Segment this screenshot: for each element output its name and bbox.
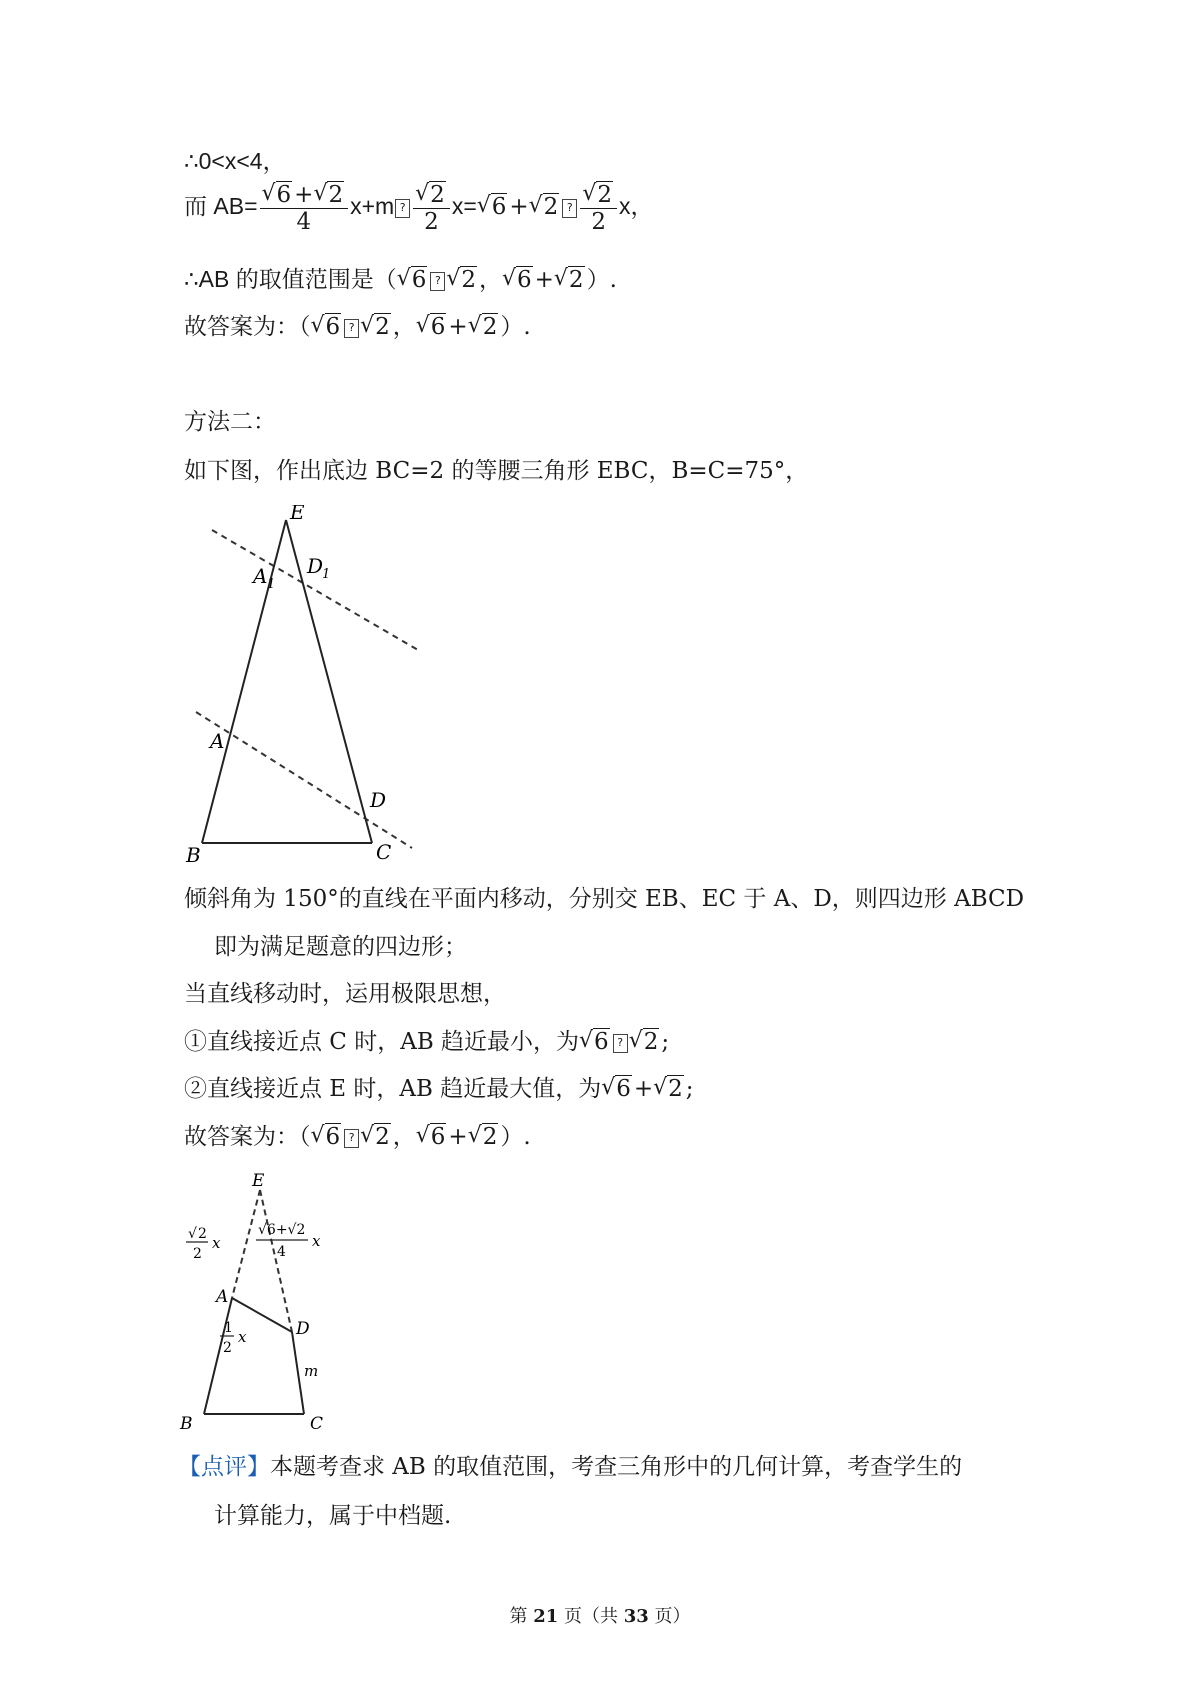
review-line-2: 计算能力，属于中档题. [214,1503,452,1529]
missing-glyph-icon: ? [430,272,445,291]
right-frac-x: x [312,1232,321,1250]
method2-para2: 当直线移动时，运用极限思想， [184,981,506,1007]
label-B: B [186,843,201,865]
label-D: D [296,1319,310,1339]
method2-intro: 如下图，作出底边 BC=2 的等腰三角形 EBC，B=C=75°， [184,458,809,484]
missing-glyph-icon: ? [395,199,410,218]
label-D1: D [307,554,324,578]
mid-frac-x: x [238,1328,247,1346]
method2-para1-line1: 倾斜角为 150°的直线在平面内移动，分别交 EB、EC 于 A、D，则四边形 ABCD [184,886,1025,912]
left-frac-rad: √ [188,1226,197,1242]
ab-range-line: ∴AB 的取值范围是（√ 6 ?√ 2 ，√ 6 +√ 2 ）. [184,262,617,297]
missing-glyph-icon: ? [562,199,577,218]
label-D1-sub: 1 [322,567,331,582]
label-A: A [210,729,225,753]
fraction-sqrt2-over-2: √ $\frac{2}{2}$ [413,182,450,235]
limit-item-2: ②直线接近点 E 时，AB 趋近最大值，为√ 6 +√ 2 ; [184,1072,694,1106]
left-frac-num: 2 [198,1226,207,1242]
label-D: D [370,788,387,812]
dashed-line-lower [196,712,412,848]
left-frac-x: x [212,1234,221,1252]
method2-heading: 方法二： [184,409,276,435]
left-frac-den: 2 [193,1246,202,1262]
page-number: 21 [533,1606,559,1627]
label-C: C [310,1414,324,1434]
fraction-sqrt6-plus-sqrt2-over-4: √ $\frac{6 +√ 2}{4}$ [260,182,349,235]
label-E: E [290,505,305,524]
ab-expression-line: 而 AB= √ $\frac{6 +√ 2}{4}$ x+m ? √ $\frac{2}{2}$ x=√ 6 +√ 2 ? √ $\frac{2}{2}$ x， [184,176,653,237]
side-dc [292,1332,304,1414]
label-B: B [180,1414,193,1434]
page-total: 33 [623,1606,649,1627]
missing-glyph-icon: ? [613,1034,628,1053]
label-E: E [252,1171,265,1191]
label-C: C [376,840,392,864]
side-ad [232,1298,292,1332]
page-footer: 第 21 页（共 33 页） [509,1606,691,1627]
dashed-ed [260,1190,292,1332]
mid-frac-den: 2 [223,1340,232,1356]
label-A1-sub: 1 [267,577,276,592]
missing-glyph-icon: ? [344,319,359,338]
label-A: A [216,1287,229,1307]
review-line-1: 【点评】本题考查求 AB 的取值范围，考查三角形中的几何计算，考查学生的 [178,1454,963,1480]
side-eb [202,520,286,843]
answer-line-2: 故答案为：（√ 6 ?√ 2 ，√ 6 +√ 2 ）. [184,1120,531,1154]
right-frac-den: 4 [277,1244,286,1260]
side-ab [204,1298,232,1414]
fraction-sqrt2-over-2: √ $\frac{2}{2}$ [580,182,617,235]
label-A1: A [253,564,268,588]
mid-frac-num: 1 [224,1320,233,1336]
label-m: m [304,1362,319,1380]
missing-glyph-icon: ? [344,1129,359,1148]
quadrilateral-figure-2 [176,1170,366,1435]
dashed-ea [232,1190,260,1298]
right-frac-num: √6+√2 [258,1222,306,1238]
answer-line-1: 故答案为：（√ 6 ?√ 2 ，√ 6 +√ 2 ）. [184,310,531,344]
inequality-line: ∴0<x<4， [184,148,286,174]
limit-item-1: ①直线接近点 C 时，AB 趋近最小，为√ 6 ?√ 2 ; [184,1025,669,1059]
triangle-figure-1 [180,505,425,865]
method2-para1-line2: 即为满足题意的四边形； [214,934,467,960]
review-tag: 【点评】 [178,1454,270,1480]
